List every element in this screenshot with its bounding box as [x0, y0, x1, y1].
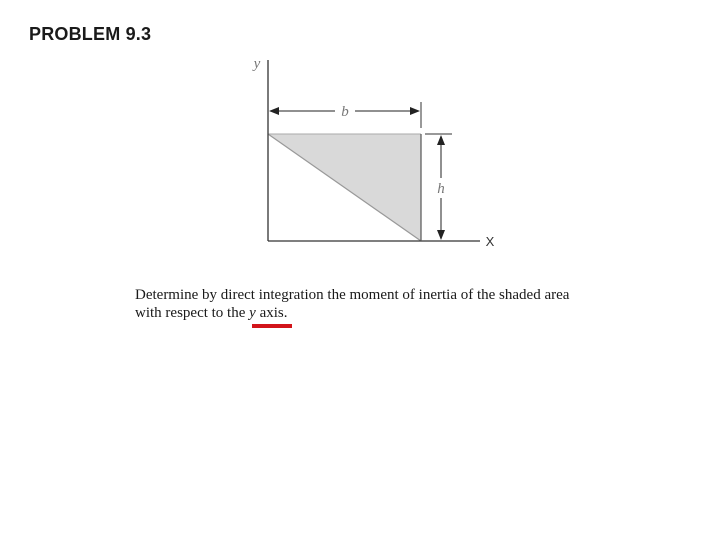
statement-line-2	[135, 304, 615, 322]
statement-line-2-end: axis.	[255, 305, 288, 321]
h-label: h	[437, 181, 445, 197]
b-label: b	[341, 104, 349, 120]
red-underline-mark	[252, 324, 292, 328]
problem-statement	[135, 286, 615, 322]
statement-line-2-start: with respect to the	[135, 305, 250, 321]
problem-title: PROBLEM 9.3	[29, 24, 152, 44]
statement-y-variable: y	[249, 305, 256, 321]
statement-line-1: Determine by direct integration the moment of inertia of the shaded area	[135, 287, 570, 303]
x-axis-label: X	[485, 234, 495, 249]
y-axis-label: y	[253, 56, 261, 72]
